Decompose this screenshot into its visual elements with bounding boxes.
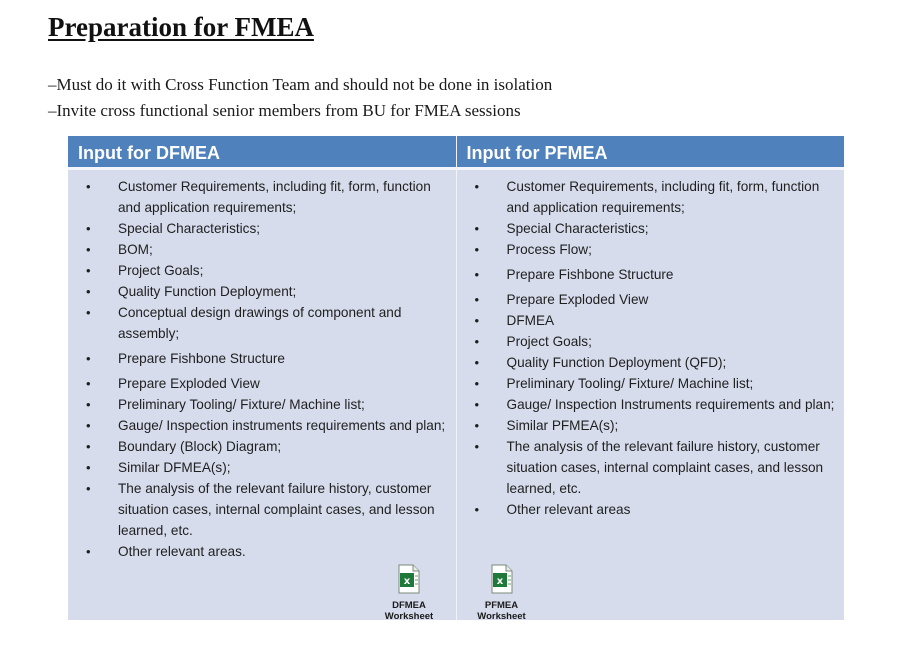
note-item: –Invite cross functional senior members from BU for FMEA sessions: [48, 101, 521, 120]
dfmea-column: [68, 136, 456, 620]
fmea-input-table: [68, 136, 844, 620]
list-item: • Prepare Exploded View: [68, 373, 448, 394]
pfmea-items: [457, 170, 845, 520]
dfmea-header: Input for DFMEA: [68, 136, 456, 170]
page-title: Preparation for FMEA: [48, 12, 314, 42]
list-item: • Prepare Fishbone Structure: [68, 348, 448, 369]
svg-text:x: x: [403, 576, 411, 587]
list-item: • Prepare Fishbone Structure: [457, 264, 837, 285]
list-item: • Gauge/ Inspection Instruments requirements and plan;: [457, 394, 837, 415]
worksheet-label: DFMEA: [392, 600, 426, 611]
pfmea-header: Input for PFMEA: [457, 136, 845, 170]
list-item: • Special Characteristics;: [457, 218, 837, 239]
list-item: • Quality Function Deployment (QFD);: [457, 352, 837, 373]
list-item: • Preliminary Tooling/ Fixture/ Machine list;: [68, 394, 448, 415]
svg-text:x: x: [496, 576, 503, 587]
list-item: • The analysis of the relevant failure history, customer situation cases, internal complaint cases, and lesson learned, etc.: [68, 478, 448, 541]
note-item: –Must do it with Cross Function Team and should not be done in isolation: [48, 75, 553, 94]
list-item: • Special Characteristics;: [68, 218, 448, 239]
dfmea-items: [68, 170, 456, 562]
list-item: • Prepare Exploded View: [457, 289, 837, 310]
list-item: • Boundary (Block) Diagram;: [68, 436, 448, 457]
list-item: • Other relevant areas: [457, 499, 837, 520]
list-item: • Customer Requirements, including fit, form, function and application requirements;: [68, 176, 448, 218]
list-item: • Quality Function Deployment;: [68, 281, 448, 302]
list-item: • Gauge/ Inspection instruments requirements and plan;: [68, 415, 448, 436]
worksheet-label: PFMEA: [484, 600, 519, 611]
worksheet-label: Worksheet: [477, 611, 526, 622]
list-item: • Preliminary Tooling/ Fixture/ Machine list;: [457, 373, 837, 394]
notes-list: [48, 72, 552, 124]
list-item: • BOM;: [68, 239, 448, 260]
list-item: • The analysis of the relevant failure history, customer situation cases, internal complaint cases, and lesson learned, etc.: [457, 436, 837, 499]
pfmea-worksheet-link[interactable]: [465, 564, 539, 622]
pfmea-column: [456, 136, 845, 620]
dfmea-worksheet-link[interactable]: [372, 564, 446, 622]
excel-file-icon: [490, 564, 514, 594]
excel-file-icon: [397, 564, 421, 594]
list-item: • Project Goals;: [68, 260, 448, 281]
list-item: • Process Flow;: [457, 239, 837, 260]
list-item: • Project Goals;: [457, 331, 837, 352]
list-item: • Customer Requirements, including fit, form, function and application requirements;: [457, 176, 837, 218]
list-item: • Other relevant areas.: [68, 541, 448, 562]
list-item: • Conceptual design drawings of component and assembly;: [68, 302, 448, 344]
worksheet-label: Worksheet: [384, 611, 434, 622]
list-item: • DFMEA: [457, 310, 837, 331]
list-item: • Similar DFMEA(s);: [68, 457, 448, 478]
list-item: • Similar PFMEA(s);: [457, 415, 837, 436]
